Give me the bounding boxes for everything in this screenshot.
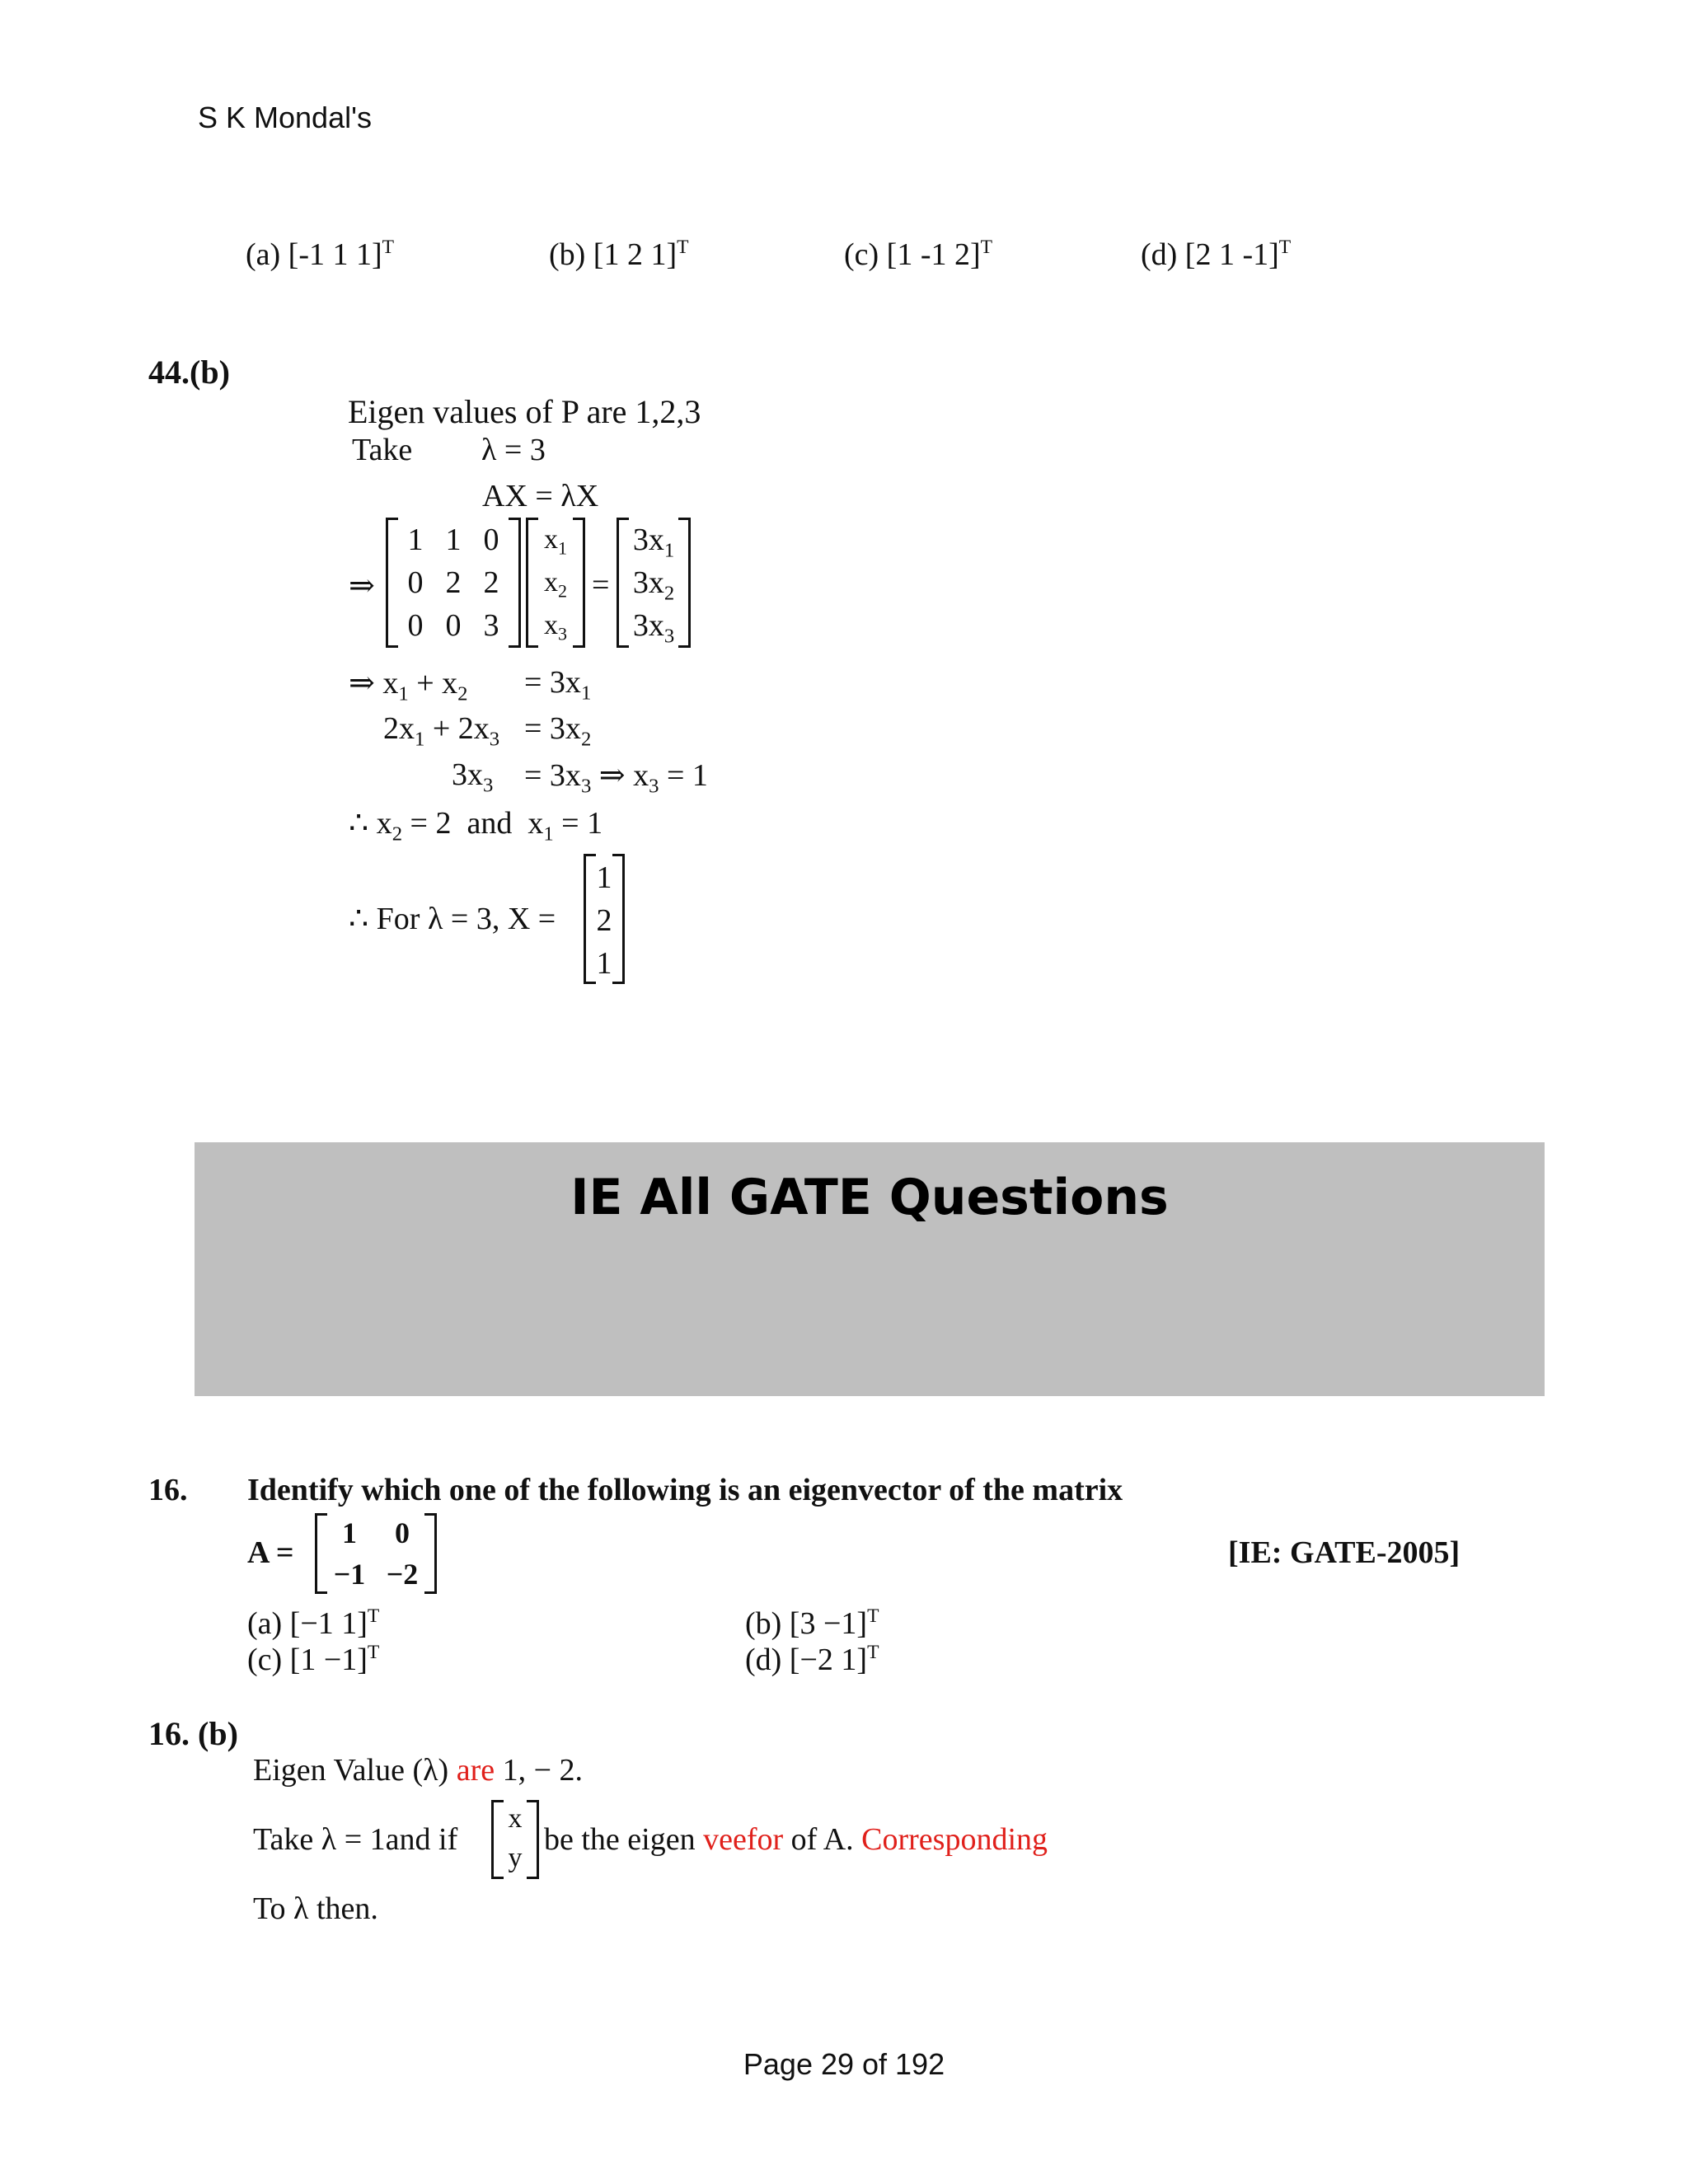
q16-option-d: (d) [−2 1]$^T$ xyxy=(745,1642,879,1678)
matrix-a xyxy=(386,518,521,648)
section-banner-title: IE All GATE Questions xyxy=(570,1169,1169,1226)
matrix-a-cell: 1 xyxy=(407,523,424,557)
matrix-a-cell: 0 xyxy=(483,523,499,557)
answer-16-line-2-end: be the eigen veefor of A. Corresponding xyxy=(544,1822,1048,1857)
result-vector xyxy=(584,854,625,984)
matrix-q16-cell: 0 xyxy=(395,1516,410,1549)
xy-vector xyxy=(491,1800,539,1879)
prev-option-a: (a) [-1 1 1]$^T$ xyxy=(246,237,395,273)
vector-rhs-entry: $3x_2$ xyxy=(632,565,675,605)
vector-x xyxy=(526,518,585,648)
xy-vector-entry: y xyxy=(508,1843,523,1873)
answer-16-number: 16. (b) xyxy=(148,1715,238,1752)
answer-16-line-3: To λ then. xyxy=(253,1891,378,1926)
xy-vector-entry: x xyxy=(508,1803,523,1834)
vector-rhs-entry: $3x_1$ xyxy=(632,523,675,562)
conclusion-text: ∴ For λ = 3, X = xyxy=(349,902,556,936)
therefore-line: ∴ $x_2 = 2$ and $x_1 = 1$ xyxy=(349,806,603,846)
answer-44-number: 44.(b) xyxy=(148,354,230,391)
vector-x-entry: $x_2$ xyxy=(543,567,568,602)
matrix-q16-cell: 1 xyxy=(342,1516,357,1549)
answer-16-line-1: Eigen Value (λ) are 1, − 2. xyxy=(253,1753,584,1788)
prev-option-c: (c) [1 -1 2]$^T$ xyxy=(844,237,993,273)
equation-3-lhs: $3x_3$ xyxy=(452,757,494,797)
matrix-a-cell: 0 xyxy=(407,608,424,643)
matrix-a-cell: 2 xyxy=(483,565,499,600)
q16-option-a: (a) [−1 1]$^T$ xyxy=(247,1605,380,1642)
page-number: Page 29 of 192 xyxy=(743,2047,945,2081)
equation-3-rhs: = $3x_3$ ⇒ $x_3 = 1$ xyxy=(524,758,708,798)
matrix-a-cell: 2 xyxy=(445,565,462,600)
question-16-number: 16. xyxy=(148,1473,188,1507)
question-16-source: [IE: GATE-2005] xyxy=(1228,1535,1461,1570)
matrix-question-16 xyxy=(315,1513,437,1594)
answer-16-line-2-start: Take λ = 1and if xyxy=(253,1822,458,1857)
matrix-a-cell: 0 xyxy=(407,565,424,600)
answer-44-implies-symbol: ⇒ xyxy=(349,569,375,603)
q16-option-b: (b) $[3 -1]^T$ xyxy=(745,1605,879,1642)
equation-2-rhs: = $3x_2$ xyxy=(524,711,592,751)
answer-44-take-word: Take xyxy=(352,433,413,467)
vector-rhs-entry: $3x_3$ xyxy=(632,608,675,648)
result-vector-entry: 2 xyxy=(596,903,612,938)
equation-1-lhs: ⇒ $x_1 + x_2$ xyxy=(349,666,468,705)
matrix-a-cell: 0 xyxy=(445,608,462,643)
question-16-text: Identify which one of the following is an eigenvector of the matrix xyxy=(247,1473,1123,1507)
prev-option-b: (b) [1 2 1]$^T$ xyxy=(549,237,689,273)
answer-44-ax-equation: AX = λX xyxy=(482,479,599,513)
q16-option-c: (c) $[1 -1]^T$ xyxy=(247,1642,380,1678)
matrix-q16-cell: −1 xyxy=(333,1558,366,1591)
answer-44-eigenvalues: Eigen values of P are 1,2,3 xyxy=(348,393,701,430)
vector-rhs xyxy=(617,518,691,648)
equation-2-lhs: $2x_1 + 2x_3$ xyxy=(383,711,500,751)
matrix-a-cell: 1 xyxy=(445,523,462,557)
matrix-label: A = xyxy=(247,1535,294,1570)
section-banner xyxy=(195,1142,1545,1396)
result-vector-entry: 1 xyxy=(596,946,612,981)
equation-1-rhs: = $3x_1$ xyxy=(524,665,592,705)
result-vector-entry: 1 xyxy=(596,860,612,895)
matrix-q16-cell: −2 xyxy=(386,1558,419,1591)
matrix-equals-sign: = xyxy=(592,568,610,602)
page-header-author: S K Mondal's xyxy=(198,101,372,134)
answer-44-take-value: λ = 3 xyxy=(481,433,546,467)
vector-x-entry: $x_1$ xyxy=(543,524,568,559)
matrix-a-cell: 3 xyxy=(483,608,499,643)
vector-x-entry: $x_3$ xyxy=(543,610,568,644)
prev-option-d: (d) [2 1 -1]$^T$ xyxy=(1141,237,1292,273)
